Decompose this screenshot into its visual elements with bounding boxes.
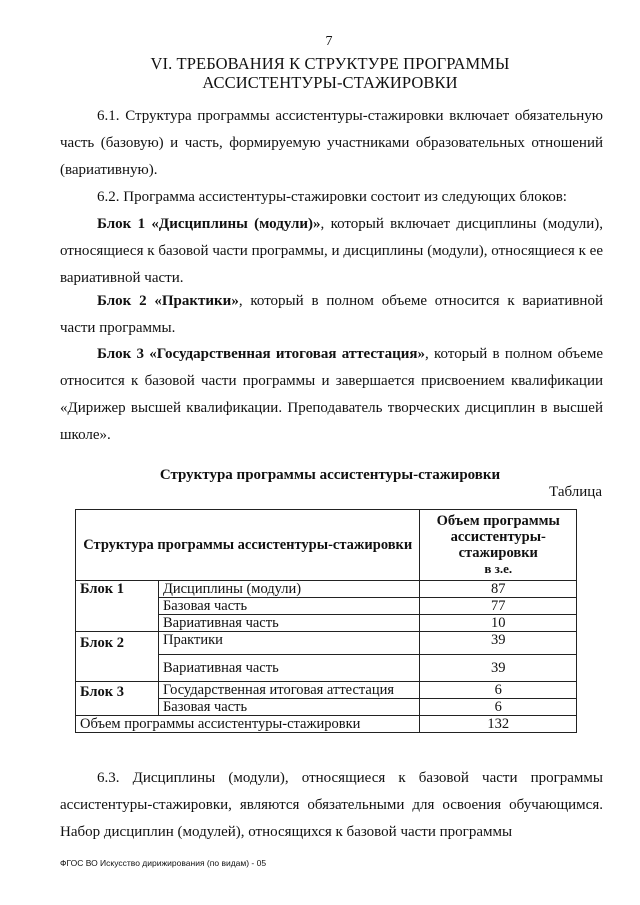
- block-3-title: Блок 3 «Государственная итоговая аттестация»: [97, 346, 426, 362]
- table-title: Структура программы ассистентуры-стажировки: [159, 467, 501, 483]
- page-footer: ФГОС ВО Искусство дирижирования (по видам) - 05: [60, 858, 267, 868]
- total-value: 132: [420, 716, 577, 733]
- row-var1-name: Вариативная часть: [158, 615, 420, 632]
- block-1-text: , который включает дисциплины (модули), относящиеся к базовой части программы, и дисциплины (модули), относящиеся к ее вариативной части.: [60, 216, 603, 286]
- heading-line-2: АССИСТЕНТУРЫ-СТАЖИРОВКИ: [202, 73, 458, 92]
- total-label: Объем программы ассистентуры-стажировки: [76, 716, 420, 733]
- table-row: [76, 632, 577, 655]
- heading-line-1: VI. ТРЕБОВАНИЯ К СТРУКТУРЕ ПРОГРАММЫ: [150, 54, 510, 73]
- section-heading: [60, 54, 600, 92]
- row-gia-name: Государственная итоговая аттестация: [158, 682, 420, 699]
- paragraph-6-1: 6.1. Структура программы ассистентуры-стажировки включает обязательную часть (базовую) и часть, формируемую участниками образовательных отношений (вариативную).: [60, 108, 603, 178]
- paragraph-block-2: [60, 288, 603, 342]
- row-var2-name: Вариативная часть: [158, 655, 420, 682]
- paragraph-6-2: 6.2. Программа ассистентуры-стажировки состоит из следующих блоков:: [97, 189, 567, 205]
- block-2-title: Блок 2 «Практики»: [97, 293, 239, 309]
- row-base3-value: 6: [420, 699, 577, 716]
- block-3-cell: Блок 3: [76, 682, 159, 716]
- header-structure: Структура программы ассистентуры-стажировки: [76, 510, 420, 581]
- paragraph-block-1: [60, 211, 603, 292]
- row-disc-name: Дисциплины (модули): [158, 581, 420, 598]
- structure-table: [75, 509, 577, 733]
- table-row: [76, 581, 577, 598]
- block-2-cell: Блок 2: [76, 632, 159, 682]
- header-volume: [420, 510, 577, 581]
- table-row: [76, 682, 577, 699]
- paragraph-6-3: 6.3. Дисциплины (модули), относящиеся к базовой части программы ассистентуры-стажировки, являются обязательными для освоения обучающимся. Набор дисциплин (модулей), относящихся к базовой части программы: [60, 770, 603, 840]
- header-unit: в з.е.: [484, 561, 513, 576]
- row-base3-name: Базовая часть: [158, 699, 420, 716]
- table-header-row: [76, 510, 577, 581]
- paragraph-block-3: [60, 341, 603, 449]
- block-1-cell: Блок 1: [76, 581, 159, 632]
- block-2-text: , который в полном объеме относится к вариативной части программы.: [60, 293, 603, 336]
- row-var2-value: 39: [420, 655, 577, 682]
- row-pract-value: 39: [420, 632, 577, 655]
- header-volume-text: Объем программы ассистентуры-стажировки: [436, 513, 560, 561]
- block-3-text: , который в полном объеме относится к базовой части программы и завершается присвоением квалификации «Дирижер высшей квалификации. Преподаватель творческих дисциплин в высшей школе».: [60, 346, 603, 443]
- row-gia-value: 6: [420, 682, 577, 699]
- row-pract-name: Практики: [158, 632, 420, 655]
- page-number: 7: [325, 34, 333, 49]
- row-base1-name: Базовая часть: [158, 598, 420, 615]
- row-disc-value: 87: [420, 581, 577, 598]
- table-total-row: [76, 716, 577, 733]
- table-label: Таблица: [549, 484, 602, 500]
- row-var1-value: 10: [420, 615, 577, 632]
- row-base1-value: 77: [420, 598, 577, 615]
- block-1-title: Блок 1 «Дисциплины (модули)»: [97, 216, 321, 232]
